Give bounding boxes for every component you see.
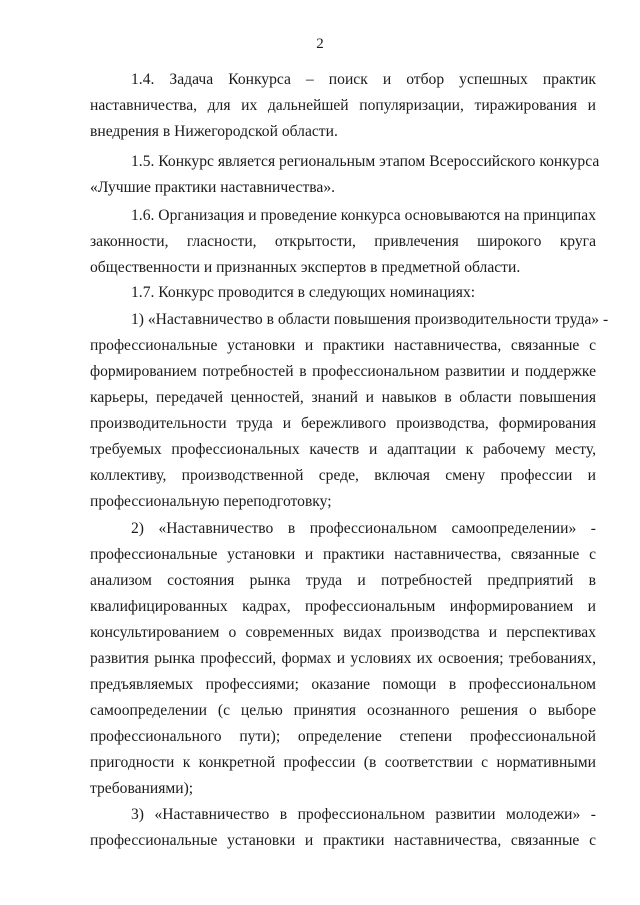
text-line: общественности и признанных экспертов в предметной области.: [90, 259, 521, 276]
text-line: профессиональные установки и практики наставничества, связанные с: [90, 832, 596, 849]
text-line: развития рынка профессий, формах и условиях их освоения; требованиях,: [90, 650, 596, 667]
text-line: 1.7. Конкурс проводится в следующих номинациях:: [131, 284, 476, 301]
text-line: 1.6. Организация и проведение конкурса основываются на принципах: [131, 207, 596, 224]
text-line: предъявляемых профессиями; оказание помощи в профессиональном: [90, 676, 596, 693]
text-line: производительности труда и бережливого производства, формирования: [90, 415, 596, 432]
text-line: коллективу, производственной среде, включая смену профессии и: [90, 467, 596, 484]
text-line: профессиональные установки и практики наставничества, связанные с: [90, 337, 596, 354]
text-line: профессиональную переподготовку;: [90, 493, 332, 510]
text-line: 2) «Наставничество в профессиональном самоопределении» -: [131, 520, 596, 537]
text-line: анализом состояния рынка труда и потребностей предприятий в: [90, 572, 596, 589]
text-line: 1) «Наставничество в области повышения производительности труда» -: [131, 311, 609, 328]
text-line: требуемых профессиональных качеств и адаптации к рабочему месту,: [90, 441, 596, 458]
text-line: внедрения в Нижегородской области.: [90, 123, 338, 140]
text-line: квалифицированных кадрах, профессиональным информированием и: [90, 598, 596, 615]
text-line: 1.5. Конкурс является региональным этапом Всероссийского конкурса: [131, 153, 600, 170]
text-line: профессиональные установки и практики наставничества, связанные с: [90, 546, 596, 563]
text-line: пригодности к конкретной профессии (в соответствии с нормативными: [90, 754, 596, 771]
text-line: наставничества, для их дальнейшей популяризации, тиражирования и: [90, 97, 596, 114]
text-line: 3) «Наставничество в профессиональном развитии молодежи» -: [131, 806, 596, 823]
text-line: 1.4. Задача Конкурса – поиск и отбор успешных практик: [131, 71, 596, 88]
text-line: формированием потребностей в профессиональном развитии и поддержке: [90, 363, 596, 380]
text-line: законности, гласности, открытости, привлечения широкого круга: [90, 233, 596, 250]
text-line: самоопределении (с целью принятия осознанного решения о выборе: [90, 702, 596, 719]
text-line: требованиями);: [90, 780, 194, 797]
text-line: консультированием о современных видах производства и перспективах: [90, 624, 596, 641]
text-line: карьеры, передачей ценностей, знаний и навыков в области повышения: [90, 389, 596, 406]
text-line: профессионального пути); определение степени профессиональной: [90, 728, 596, 745]
page-number: 2: [316, 36, 324, 52]
text-line: «Лучшие практики наставничества».: [90, 179, 336, 196]
